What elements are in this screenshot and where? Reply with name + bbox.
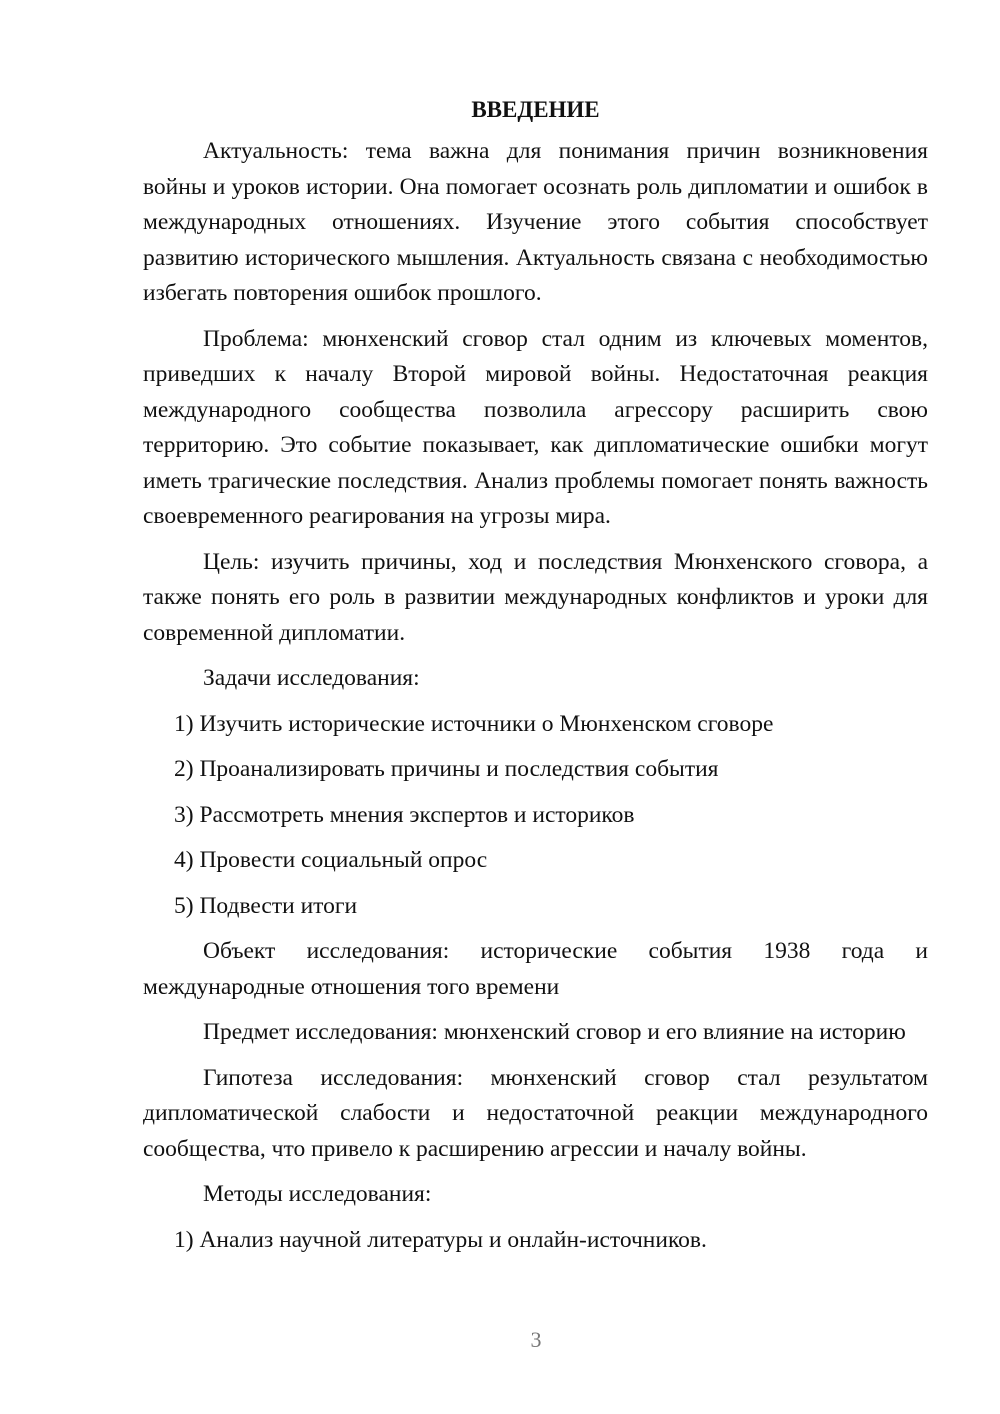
list-item: 5) Подвести итоги <box>174 892 358 919</box>
relevance-paragraph: Актуальность: тема важна для понимания причин возникновения войны и уроков истории. Она помогает осознать роль дипломатии и ошибок в международных отношениях. Изучение этого события способствует развитию исторического мышления. Актуальность связана с необходимостью избегать повторения ошибок прошлого. <box>143 138 928 306</box>
page-number: 3 <box>530 1327 542 1352</box>
list-item: 2) Проанализировать причины и последствия события <box>174 756 719 782</box>
section-title: ВВЕДЕНИЕ <box>471 97 600 122</box>
tasks-label: Задачи исследования: <box>203 665 420 691</box>
document-page <box>143 92 928 1268</box>
hypothesis-paragraph: Гипотеза исследования: мюнхенский сговор стал результатом дипломатической слабости и недостаточной реакции международного сообщества, что привело к расширению агрессии и началу войны. <box>143 1064 928 1162</box>
list-item: 3) Рассмотреть мнения экспертов и историков <box>174 801 635 828</box>
goal-paragraph: Цель: изучить причины, ход и последствия Мюнхенского сговора, а также понять его роль в развитии международных конфликтов и уроки для современной дипломатии. <box>143 548 928 646</box>
list-item: 1) Анализ научной литературы и онлайн-источников. <box>174 1226 707 1253</box>
problem-paragraph: Проблема: мюнхенский сговор стал одним из ключевых моментов, приведших к началу Второй мировой войны. Недостаточная реакция международного сообщества позволила агрессору расширить свою территорию. Это событие показывает, как дипломатические ошибки могут иметь трагические последствия. Анализ проблемы помогает понять важность своевременного реагирования на угрозы мира. <box>143 325 928 529</box>
subject-paragraph: Предмет исследования: мюнхенский сговор и его влияние на историю <box>203 1019 906 1045</box>
object-paragraph: Объект исследования: исторические события 1938 года и международные отношения того времени <box>143 938 928 1000</box>
methods-label: Методы исследования: <box>203 1181 432 1207</box>
list-item: 1) Изучить исторические источники о Мюнхенском сговоре <box>174 710 774 737</box>
tasks-list <box>143 707 928 925</box>
list-item: 4) Провести социальный опрос <box>174 847 488 873</box>
methods-list <box>143 1223 928 1259</box>
